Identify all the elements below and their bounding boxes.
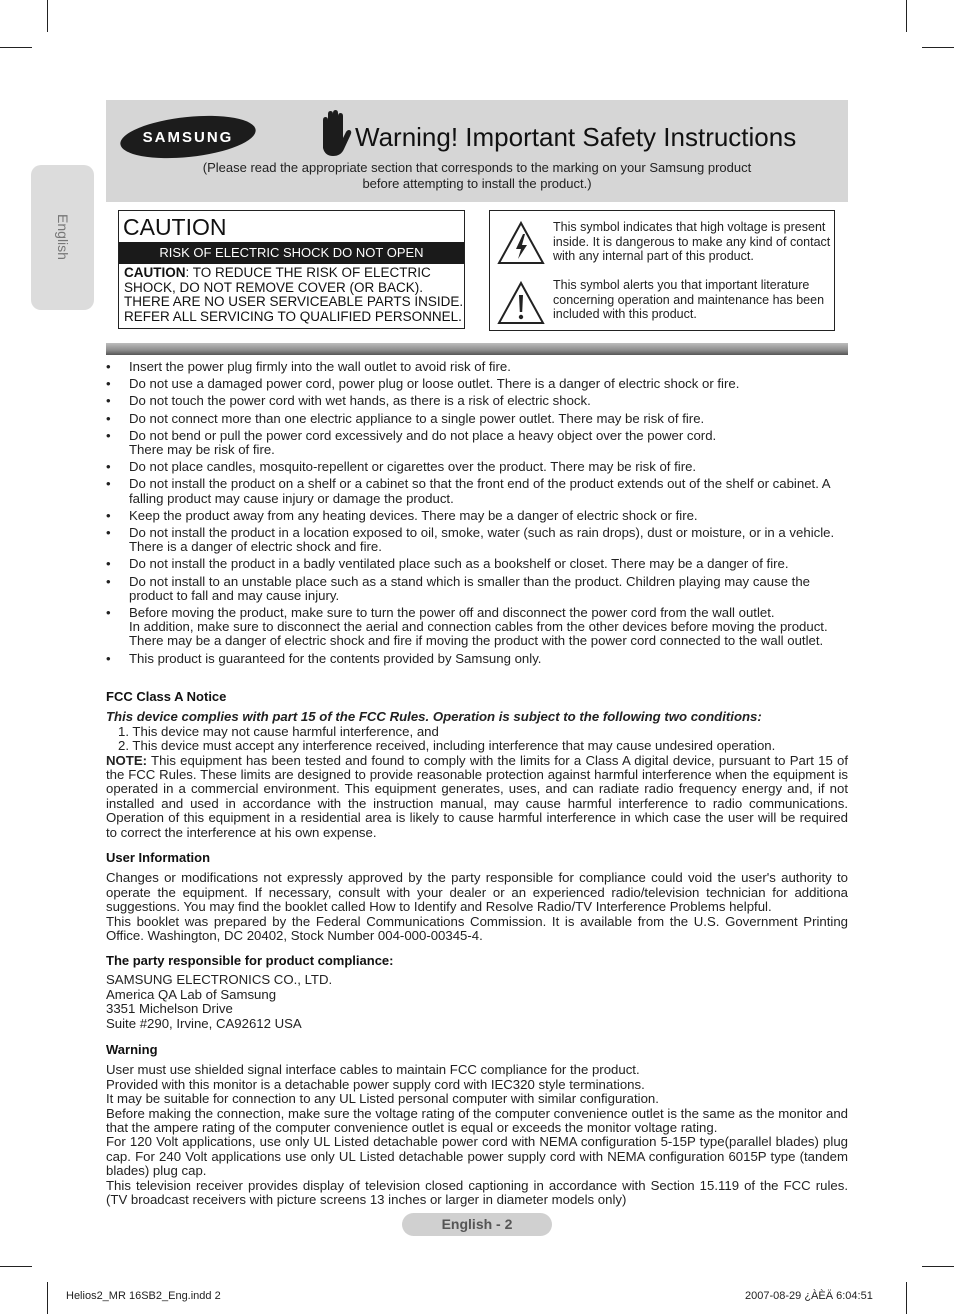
page-number-badge: English - 2 [402,1213,552,1236]
warning-line: Before making the connection, make sure the voltage rating of the computer convenience outlet is the same as the monitor and that the ampere rating of the computer convenience outlet is equal or exceeds the monitor voltage rating. [106,1105,848,1136]
address-line: America QA Lab of Samsung [106,986,277,1002]
lightning-triangle-icon [496,220,546,266]
crop-mark [906,1282,907,1314]
list-item: • Do not touch the power cord with wet hands, as there is a risk of electric shock. [106,394,848,408]
file-name: Helios2_MR 16SB2_Eng.indd 2 [66,1290,221,1302]
list-item: • Do not bend or pull the power cord excessively and do not place a heavy object over the power cord. There may be risk of fire. [106,429,848,457]
header-banner [106,100,848,202]
crop-mark [47,0,48,32]
list-item: • Do not install the product on a shelf or a cabinet so that the front end of the product extends out of the shelf or cabinet. A falling product may cause injury or damage the product. [106,477,848,505]
crop-mark [906,0,907,32]
safety-bullet-list [106,360,848,669]
address-line: 3351 Michelson Drive [106,1001,233,1017]
user-info-heading: User Information [106,850,211,865]
fcc-notice-section [106,690,848,840]
print-timestamp: 2007-08-29 ¿ÀÈÄ 6:04:51 [745,1290,873,1302]
page-subtitle: (Please read the appropriate section that corresponds to the marking on your Samsung product before attempting to install the product.) [202,160,752,191]
warning-section [106,1043,848,1207]
list-item: • Do not use a damaged power cord, power plug or loose outlet. There is a danger of electric shock or fire. [106,377,848,391]
list-item: • Before moving the product, make sure to turn the power off and disconnect the power cord from the wall outlet. In addition, make sure to disconnect the aerial and connection cables from the other devices before moving the product. There may be a danger of electric shock and fire if moving the product with the power cord connected to the wall outlet. [106,606,848,649]
crop-mark [922,47,954,48]
caution-title: CAUTION [123,214,227,240]
address-line: SAMSUNG ELECTRONICS CO., LTD. [106,972,333,988]
language-side-tab [31,165,94,310]
list-item: • Do not install to an unstable place such as a stand which is smaller than the product. Children playing may cause the product to fall and may cause injury. [106,575,848,603]
list-item: • Do not install the product in a location exposed to oil, smoke, water (such as rain drops), dust or moisture, or in a vehicle. There is a danger of electric shock and fire. [106,526,848,554]
fcc-note: NOTE: This equipment has been tested and found to comply with the limits for a Class A digital device, pursuant to Part 15 of the FCC Rules. These limits are designed to provide reasonable protection against harmful interference when the equipment is operated in a commercial environment. This equipment generates, uses, and can radiate radio frequency energy and, if not installed and used in accordance with the instruction manual, may cause harmful interference to radio communications. Operation of this equipment in a residential area is likely to cause harmful interference in which case the user will be required to correct the interference at his own expense. [106,752,848,840]
responsible-party-heading: The party responsible for product compliance: [106,953,394,968]
crop-mark [47,1282,48,1314]
crop-mark [0,47,32,48]
caution-text: CAUTION: TO REDUCE THE RISK OF ELECTRIC SHOCK, DO NOT REMOVE COVER (OR BACK). THERE ARE NO USER SERVICEABLE PARTS INSIDE. REFER ALL SERVICING TO QUALIFIED PERSONNEL. [124,265,464,324]
warning-line: This television receiver provides display of television closed captioning in accordance with Section 15.119 of the FCC rules. (TV broadcast receivers with picture screens 13 inches or larger in diameter models only) [106,1177,848,1208]
page-title: Warning! Important Safety Instructions [355,122,797,152]
list-item: • Do not install the product in a badly ventilated place such as a bookshelf or closet. There may be a danger of fire. [106,557,848,571]
user-information-section [106,851,848,943]
language-label: English [54,214,71,260]
hand-stop-icon [313,108,353,158]
list-item: • This product is guaranteed for the contents provided by Samsung only. [106,652,848,666]
list-item: • Keep the product away from any heating devices. There may be a danger of electric shock or fire. [106,509,848,523]
responsible-party-section [106,954,848,1031]
crop-mark [0,1266,32,1267]
list-item: • Do not place candles, mosquito-repellent or cigarettes over the product. There may be risk of fire. [106,460,848,474]
warning-line: For 120 Volt applications, use only UL Listed detachable power cord with NEMA configuration 5-15P type(parallel blades) plug cap. For 240 Volt applications use only UL Listed detachable power supply cord with NEMA configuration 6015P type (tandem blades) plug cap. [106,1134,848,1179]
high-voltage-symbol-text: This symbol indicates that high voltage is present inside. It is dangerous to make any kind of contact with any internal part of this product. [553,220,831,263]
fcc-heading: FCC Class A Notice [106,689,227,704]
address-line: Suite #290, Irvine, CA92612 USA [106,1015,302,1031]
svg-text:SAMSUNG: SAMSUNG [142,129,234,146]
warning-line: Provided with this monitor is a detachable power supply cord with IEC320 style terminations. [106,1076,645,1092]
exclamation-triangle-icon [496,280,546,326]
section-divider [106,343,848,355]
warning-heading: Warning [106,1042,158,1057]
list-item: • Insert the power plug firmly into the wall outlet to avoid risk of fire. [106,360,848,374]
fcc-intro: This device complies with part 15 of the FCC Rules. Operation is subject to the following two conditions: [106,709,762,725]
list-item: • Do not connect more than one electric appliance to a single power outlet. There may be risk of fire. [106,412,848,426]
warning-line: It may be suitable for connection to any UL Listed personal computer with similar configuration. [106,1091,659,1107]
user-info-paragraph: This booklet was prepared by the Federal Communications Commission. It is available from the U.S. Government Printing Office. Washington, DC 20402, Stock Number 004-000-00345-4. [106,913,848,944]
literature-symbol-text: This symbol alerts you that important literature concerning operation and maintenance has been included with this product. [553,278,825,321]
fcc-condition-1: 1. This device may not cause harmful interference, and [118,723,439,739]
caution-warning-bar: RISK OF ELECTRIC SHOCK DO NOT OPEN [119,242,464,264]
crop-mark [922,1266,954,1267]
fcc-condition-2: 2. This device must accept any interference received, including interference that may cause undesired operation. [118,738,776,754]
user-info-paragraph: Changes or modifications not expressly approved by the party responsible for compliance could void the user's authority to operate the equipment. If necessary, consult with your dealer or an experienced radio/television technician for additiona suggestions. You may find the booklet called How to Identify and Resolve Radio/TV Interference Problems helpful. [106,870,848,915]
warning-line: User must use shielded signal interface cables to maintain FCC compliance for the product. [106,1062,640,1078]
samsung-logo-icon [119,115,257,159]
